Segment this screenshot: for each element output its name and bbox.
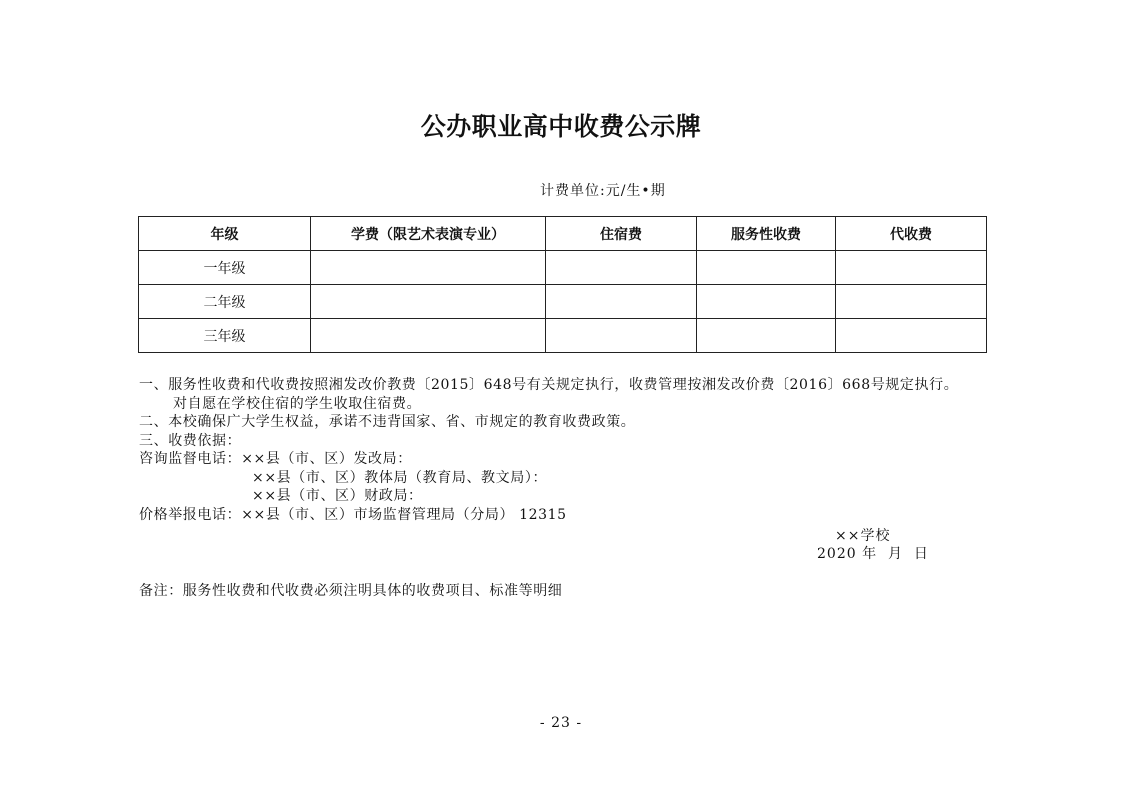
accommodation-cell	[546, 319, 697, 353]
note-line: 二、本校确保广大学生权益，承诺不违背国家、省、市规定的教育收费政策。	[139, 414, 636, 430]
header-accommodation: 住宿费	[546, 217, 697, 251]
collected-fee-cell	[836, 319, 987, 353]
collected-fee-cell	[836, 251, 987, 285]
school-signature: ××学校	[835, 528, 891, 544]
page-number: - 23 -	[539, 715, 583, 731]
table-row	[139, 285, 987, 319]
notes-section	[139, 376, 958, 524]
header-collected-fee: 代收费	[836, 217, 987, 251]
table-header-row	[139, 217, 987, 251]
tuition-cell	[311, 251, 546, 285]
billing-unit: 计费单位:元/生•期	[540, 183, 666, 199]
note-line: 价格举报电话：××县（市、区）市场监督管理局（分局） 12315	[139, 506, 567, 523]
grade-cell: 二年级	[139, 285, 311, 319]
signature-date: 2020 年 月 日	[817, 546, 929, 562]
note-line: ××县（市、区）财政局：	[252, 488, 423, 504]
header-tuition: 学费（限艺术表演专业）	[311, 217, 546, 251]
service-fee-cell	[697, 319, 836, 353]
table-row	[139, 319, 987, 353]
service-fee-cell	[697, 285, 836, 319]
header-grade: 年级	[139, 217, 311, 251]
service-fee-cell	[697, 251, 836, 285]
note-line: 咨询监督电话：××县（市、区）发改局：	[139, 451, 412, 467]
note-line: 一、服务性收费和代收费按照湘发改价教费〔2015〕648号有关规定执行，收费管理按湘发改价费〔2016〕668号规定执行。	[139, 377, 959, 393]
fee-table	[138, 216, 987, 353]
grade-cell: 三年级	[139, 319, 311, 353]
tuition-cell	[311, 285, 546, 319]
accommodation-cell	[546, 251, 697, 285]
table-row	[139, 251, 987, 285]
note-line: 三、收费依据：	[139, 432, 242, 449]
grade-cell: 一年级	[139, 251, 311, 285]
tuition-cell	[311, 319, 546, 353]
collected-fee-cell	[836, 285, 987, 319]
header-service-fee: 服务性收费	[697, 217, 836, 251]
remark: 备注：服务性收费和代收费必须注明具体的收费项目、标准等明细	[139, 583, 563, 599]
page-title: 公办职业高中收费公示牌	[420, 112, 702, 141]
note-line: 对自愿在学校住宿的学生收取住宿费。	[173, 395, 422, 412]
note-line: ××县（市、区）教体局（教育局、教文局）：	[252, 469, 548, 486]
accommodation-cell	[546, 285, 697, 319]
